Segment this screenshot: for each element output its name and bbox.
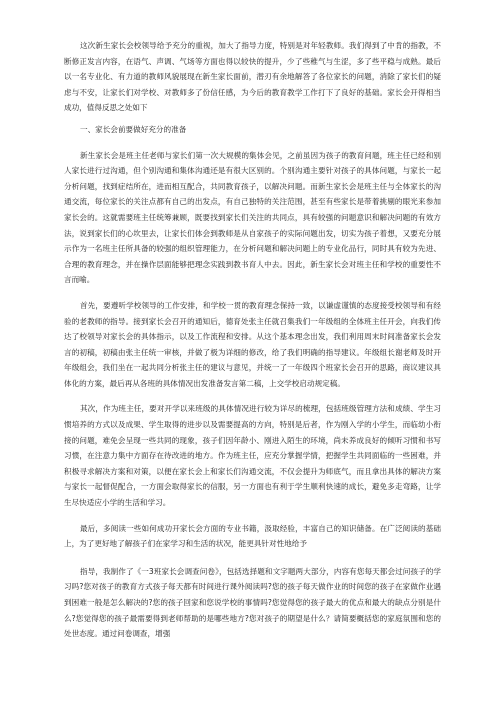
body-paragraph-first: 首先，要遵听学校领导的工作安排，和学校一贯的教育理念保持一致，以谦虚谨慎的态度接受校领导和有经验的老教师的指导。接到家长会召开的通知后，德育处张主任就召集我们一年级组的全体班主任开会，向我们传达了校领导对家长会的具体指示，以及工作流程和安排。从这个基本理念出发，我们利用周末时间准备家长会发言的初稿，初稿由张主任统一审核，并做了极为详细的修改，给了我们明确的指导建议。年级组长谢老师及时开年级组会，我们坐在一起共同分析张主任的建议与意见，并统一了一年级四个班家长会召开的思路，商议建议具体化的方案，最后再从各班的具体情况出发准备发言第二稿，上交学校启动规定稿。 [64, 300, 441, 388]
body-paragraph-survey: 指导，我制作了《一3班家长会调查问卷》，包括选择题和文字题两大部分，内容有您每天都会过问孩子的学习吗?您对孩子的教育方式孩子每天都有时间进行课外阅读吗?您的孩子每天做作业的时间您的孩子在家做作业遇到困难一般是怎么解决的?您的孩子回家和您说学校的事情吗?您觉得您的孩子最大的优点和最大的缺点分别是什么?您觉得您的孩子最需要得到老师帮助的是哪些地方?您对孩子的期望是什么？请简要概括您的家庭氛围和您的处世态度。通过问卷调查，增强 [64, 566, 441, 639]
section-heading: 一、家长会前要做好充分的准备 [80, 124, 187, 134]
spacer [64, 552, 441, 564]
spacer [64, 138, 441, 148]
body-paragraph-second: 其次，作为班主任，要对开学以来班级的具体情况进行较为详尽的梳理，包括班级管理方法和成绩、学生习惯培养的方式以及成果、学生取得的进步以及需要提高的方向，特别是后者，作为刚入学的小学生，而临幼小衔接的问题，难免会呈现一些共同的现象，孩子们因年龄小、刚进入陌生的环境，尚未养成良好的倾听习惯和书写习惯，在注意力集中方面存在待改进的地方。作为班主任，应充分掌握学情，把握学生共同面临的一些困难，并积极寻求解决方案和对策，以便在家长会上和家长们沟通交流，不仅会提升为师底气，而且拿出具体的解决方案与家长一起督促配合，一方面会取得家长的信服，另一方面也有利于学生顺利快速的成长，避免多走弯路，让学生尽快适应小学的生活和学习。 [64, 404, 441, 508]
spacer [64, 288, 441, 298]
body-paragraph-context: 新生家长会是班主任老师与家长们第一次大规模的集体会见，之前虽因为孩子的教育问题，班主任已经和别人家长进行过沟通，但个别沟通和集体沟通还是有很大区别的。个别沟通主要针对孩子的具体问题，与家长一起分析问题，找到症结所在，进而相互配合，共同教育孩子，以解决问题。而新生家长会是班主任与全体家长的沟通交流，每位家长的关注点都有自己的出发点，有自己独特的关注范围，甚至有些家长是带着挑剔的眼光来参加家长会的。这就需要班主任统筹兼顾，既要找到家长们关注的共同点，具有较强的问题意识和解决问题的有效方法，说到家长们的心坎里去，让家长们体会到教师是从自家孩子的实际问题出发，切实为孩子着想，又要充分展示作为一名班主任所具备的较强的组织管理能力，在分析问题和解决问题上的专业化品行，同时具有较为先进、合理的教育理念，并在操作层面能够把理念实践到教书育人中去。因此，新生家长会对班主任和学校的重要性不言而喻。 [64, 150, 441, 285]
body-paragraph-last: 最后，多阅读一些如何成功开家长会方面的专业书籍，汲取经验，丰富自己的知识储备。在广泛阅读的基础上，为了更好地了解孩子们在家学习和生活的状况，能更具针对性地给予 [64, 523, 441, 549]
document-page [64, 38, 441, 642]
spacer [64, 391, 441, 401]
spacer [64, 511, 441, 521]
intro-paragraph: 这次新生家长会校领导给予充分的重视，加大了指导力度，特别是对年轻教师。我们得到了中肯的指教，不断修正发言内容，在语气、声调、气场等方面也得以较快的提升，少了些稚气与生涩，多了些平稳与成熟。最后以一名专业化、有力道的教师风貌展现在新生家长面前，潜刃有余地解答了各位家长的问题，消除了家长们的疑虑与不安，让家长们对学校、对教师多了份信任感，为今后的教育教学工作打下了良好的基础。家长会开得相当成功，值得反思之处如下 [64, 41, 441, 113]
